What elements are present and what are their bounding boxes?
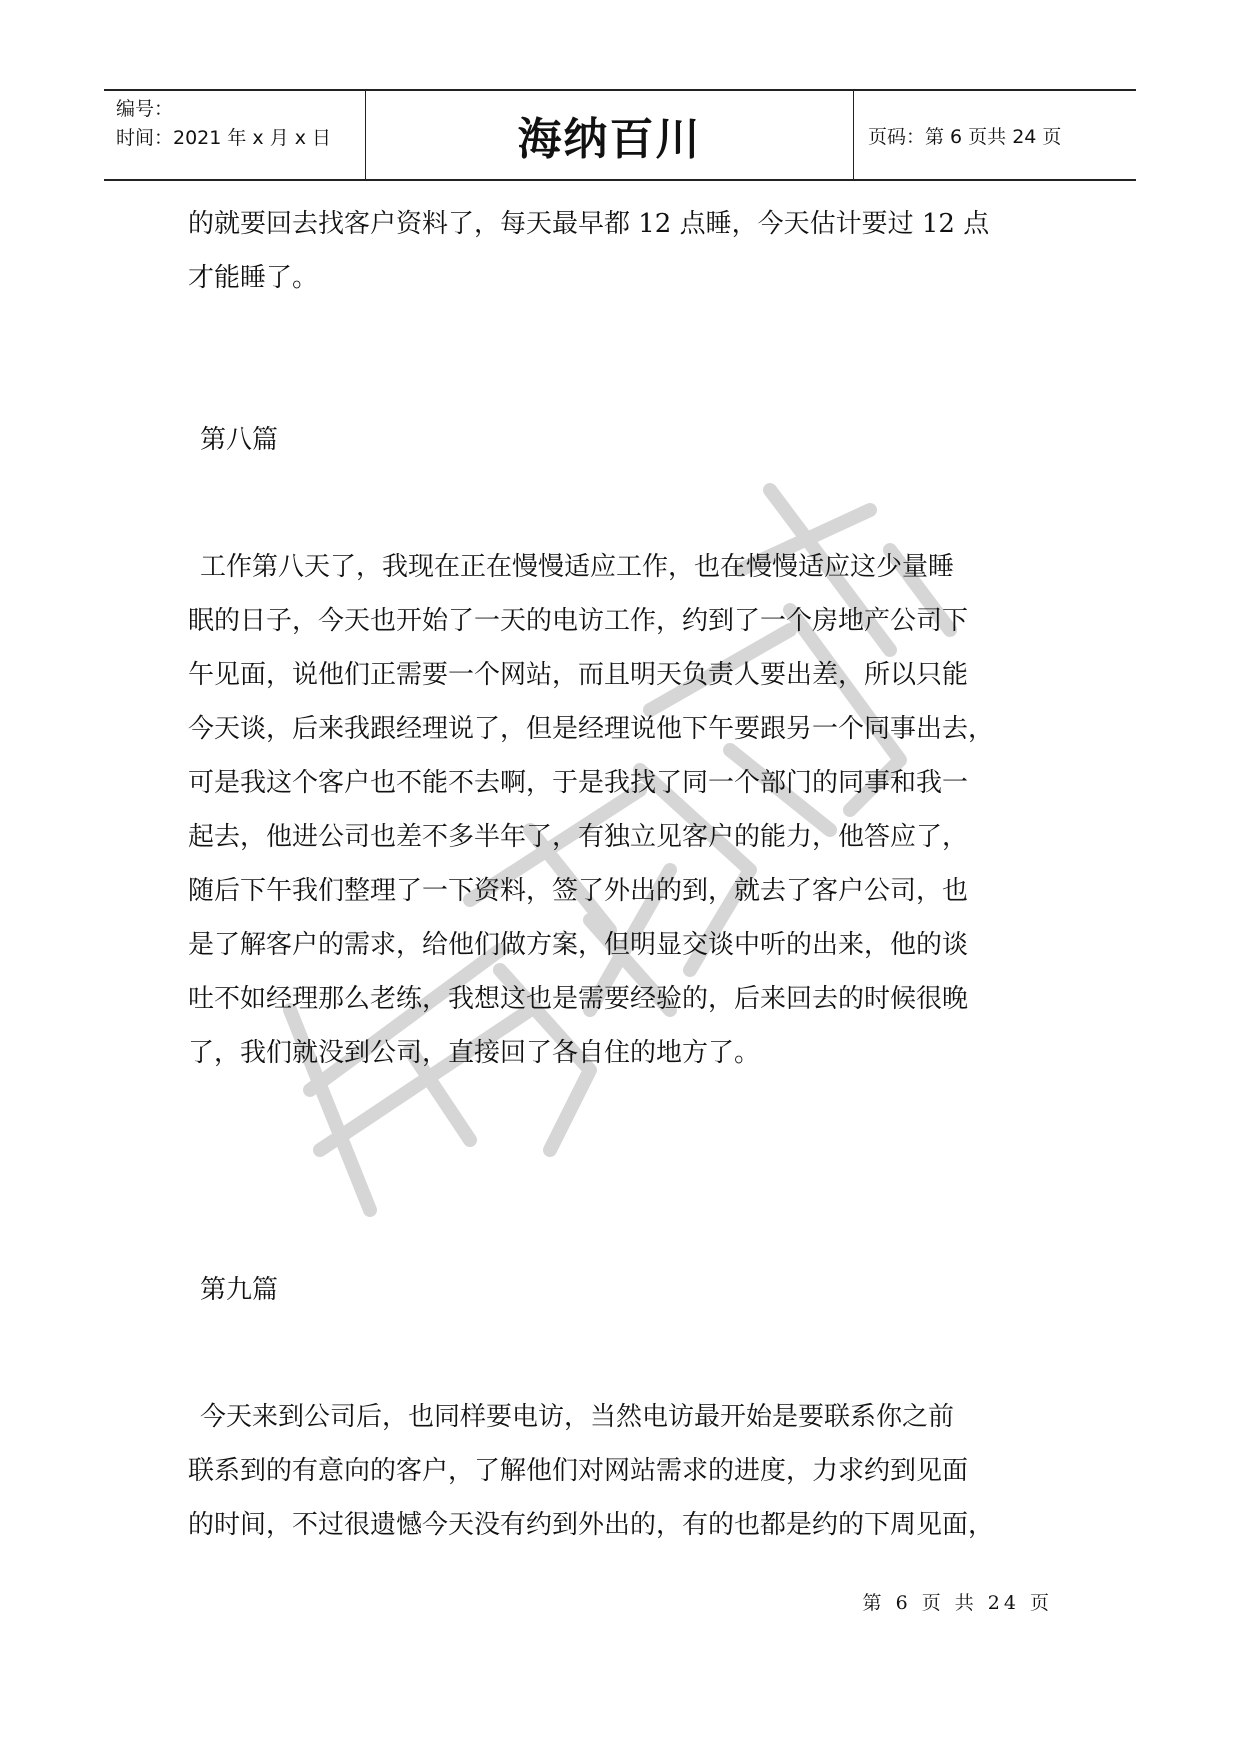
text-line: 随后下午我们整理了一下资料，签了外出的到，就去了客户公司，也 <box>188 876 969 906</box>
text-line: 了，我们就没到公司，直接回了各自住的地方了。 <box>188 1038 761 1068</box>
paragraph-section-9 <box>188 1390 1060 1552</box>
section-heading-9: 第九篇 <box>200 1275 279 1305</box>
text-line: 午见面，说他们正需要一个网站，而且明天负责人要出差，所以只能 <box>188 660 969 690</box>
header-meta <box>104 91 366 179</box>
page-info: 页码：第 6 页共 24 页 <box>868 125 1062 148</box>
text-line: 眠的日子，今天也开始了一天的电访工作，约到了一个房地产公司下 <box>188 606 969 636</box>
text-line: 可是我这个客户也不能不去啊，于是我找了同一个部门的同事和我一 <box>188 768 969 798</box>
paragraph-continued <box>188 197 1060 305</box>
text-line: 的就要回去找客户资料了，每天最早都 12 点睡，今天估计要过 12 点 <box>188 209 990 239</box>
text-line: 才能睡了。 <box>188 263 319 293</box>
text-line: 联系到的有意向的客户，了解他们对网站需求的进度，力求约到见面 <box>188 1456 969 1486</box>
text-line: 的时间，不过很遗憾今天没有约到外出的，有的也都是约的下周见面， <box>188 1510 995 1540</box>
document-header <box>104 89 1136 181</box>
brand-title: 海纳百川 <box>517 114 702 165</box>
header-page-cell <box>854 91 1136 179</box>
text-line: 今天来到公司后，也同样要电访，当然电访最开始是要联系你之前 <box>200 1402 955 1432</box>
text-line: 是了解客户的需求，给他们做方案，但明显交谈中听的出来，他的谈 <box>188 930 969 960</box>
text-line: 工作第八天了，我现在正在慢慢适应工作，也在慢慢适应这少量睡 <box>200 552 955 582</box>
text-line: 吐不如经理那么老练，我想这也是需要经验的，后来回去的时候很晚 <box>188 984 969 1014</box>
page-footer: 第 6 页 共 24 页 <box>862 1592 1053 1614</box>
text-line: 起去，他进公司也差不多半年了，有独立见客户的能力，他答应了， <box>188 822 969 852</box>
time-label: 时间：2021 年 x 月 x 日 <box>116 127 332 149</box>
header-brand-cell <box>366 91 854 179</box>
section-heading-8: 第八篇 <box>200 425 279 455</box>
number-label: 编号： <box>116 98 174 120</box>
text-line: 今天谈，后来我跟经理说了，但是经理说他下午要跟另一个同事出去， <box>188 714 995 744</box>
paragraph-section-8 <box>188 540 1060 1080</box>
